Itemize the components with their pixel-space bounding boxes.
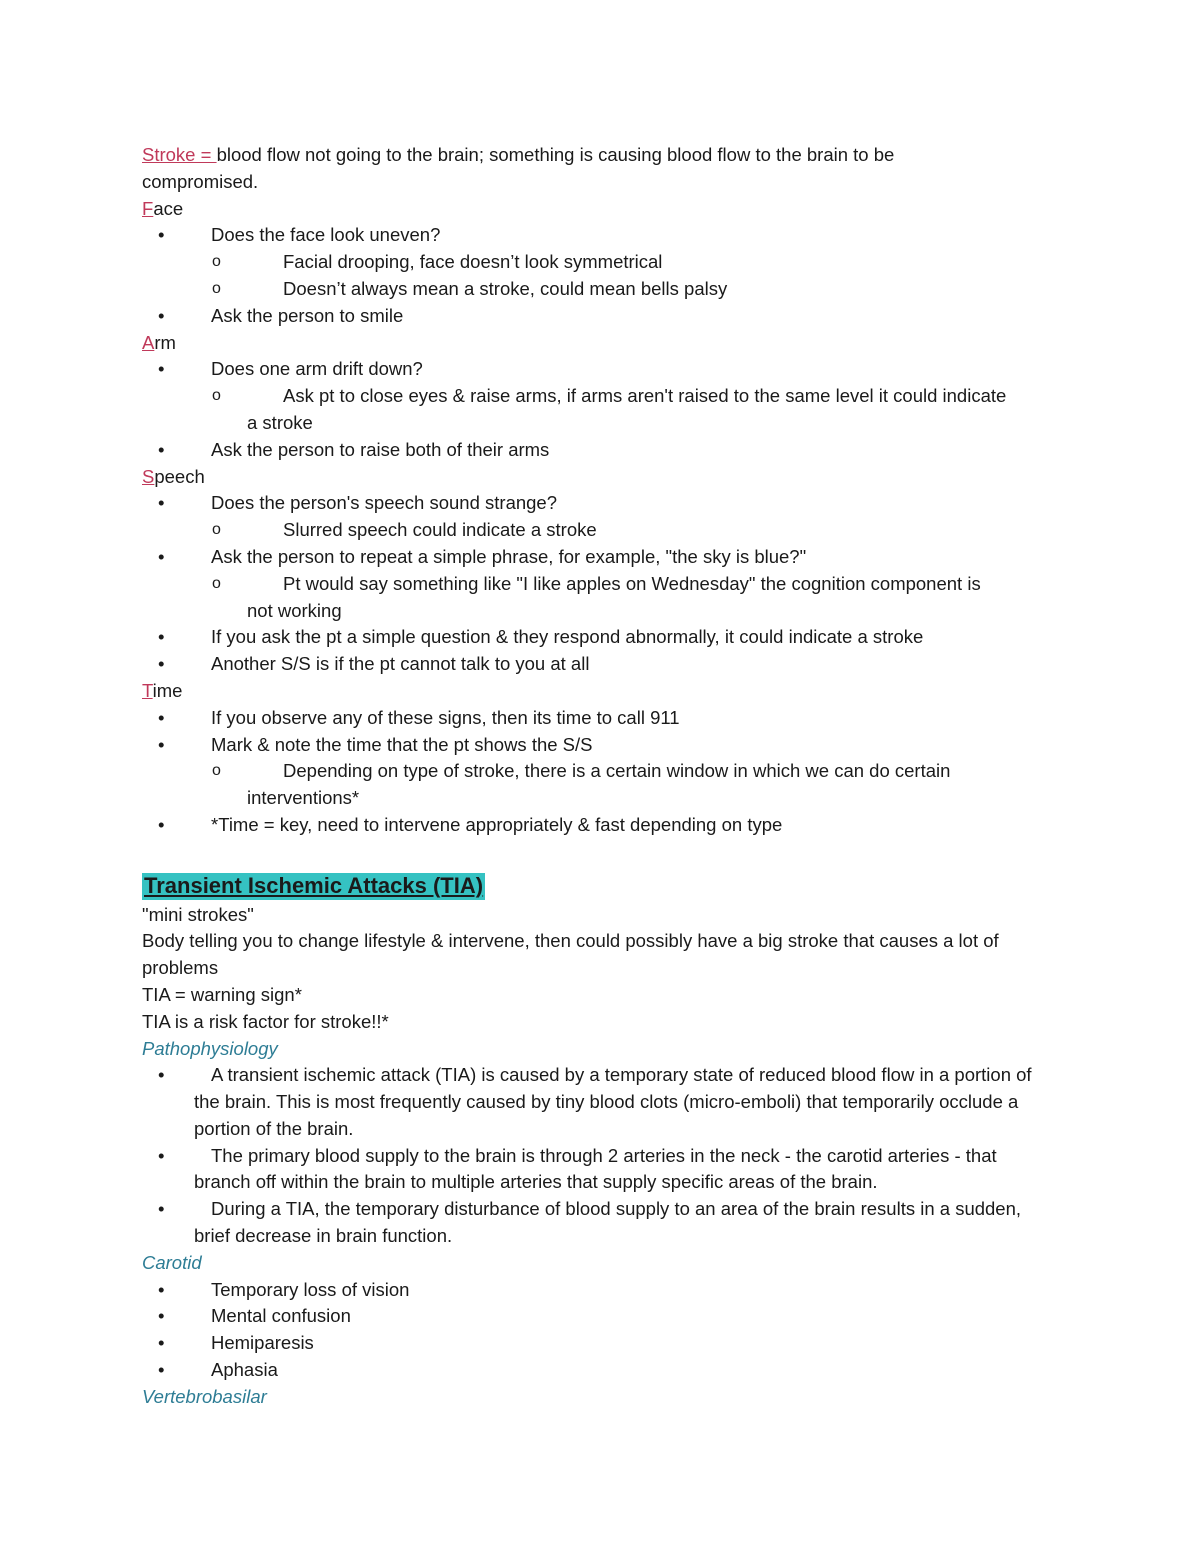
tia-body-line: Body telling you to change lifestyle & intervene, then could possibly have a big stroke that causes a lot of bbox=[142, 930, 999, 952]
list-item: • If you ask the pt a simple question & they respond abnormally, it could indicate a stroke bbox=[142, 624, 1062, 651]
bullet-icon: • bbox=[158, 438, 165, 460]
list-item: • *Time = key, need to intervene appropriately & fast depending on type bbox=[142, 812, 1062, 839]
bullet-icon: • bbox=[158, 1305, 165, 1327]
list-item: • Aphasia bbox=[142, 1357, 1062, 1384]
list-item-cont: not working bbox=[247, 599, 342, 621]
bullet-icon: • bbox=[158, 492, 165, 514]
bullet-icon: • bbox=[158, 224, 165, 246]
list-item: • Another S/S is if the pt cannot talk to you at all bbox=[142, 651, 1062, 678]
stroke-definition: Stroke = blood flow not going to the brain; something is causing blood flow to the brain to be bbox=[142, 144, 895, 165]
tia-heading: Transient Ischemic Attacks (TIA) bbox=[144, 872, 484, 898]
circle-bullet-icon: o bbox=[212, 574, 221, 592]
stroke-definition-cont: compromised. bbox=[142, 170, 259, 192]
bullet-icon: • bbox=[158, 545, 165, 567]
bullet-icon: • bbox=[158, 1144, 165, 1166]
fast-arm-heading: Arm bbox=[142, 331, 176, 353]
fast-speech-heading: Speech bbox=[142, 465, 205, 487]
fast-time-heading: Time bbox=[142, 679, 183, 701]
list-item: o Doesn’t always mean a stroke, could mean bells palsy bbox=[142, 276, 1062, 303]
list-item-cont: a stroke bbox=[247, 411, 313, 433]
pathophysiology-label: Pathophysiology bbox=[142, 1037, 278, 1059]
list-item: • Temporary loss of vision bbox=[142, 1277, 1062, 1304]
carotid-label: Carotid bbox=[142, 1251, 202, 1273]
bullet-icon: • bbox=[158, 358, 165, 380]
list-item: • Does the face look uneven? bbox=[142, 222, 1062, 249]
list-item: • Ask the person to smile bbox=[142, 303, 1062, 330]
bullet-icon: • bbox=[158, 304, 165, 326]
list-item: • The primary blood supply to the brain is through 2 arteries in the neck - the carotid arteries - that branch off within the brain to multiple arteries that supply specific areas of the brain. bbox=[158, 1144, 997, 1193]
list-item: • Hemiparesis bbox=[142, 1330, 1062, 1357]
list-item: o Slurred speech could indicate a stroke bbox=[142, 517, 1062, 544]
bullet-icon: • bbox=[158, 1332, 165, 1354]
bullet-icon: • bbox=[158, 813, 165, 835]
tia-nickname: "mini strokes" bbox=[142, 903, 254, 925]
list-item: • Mark & note the time that the pt shows the S/S bbox=[142, 732, 1062, 759]
circle-bullet-icon: o bbox=[212, 521, 221, 539]
vertebrobasilar-label: Vertebrobasilar bbox=[142, 1385, 267, 1407]
fast-face-heading: Face bbox=[142, 197, 184, 219]
bullet-icon: • bbox=[158, 733, 165, 755]
list-item: o Depending on type of stroke, there is a certain window in which we can do certain bbox=[142, 758, 1062, 785]
circle-bullet-icon: o bbox=[212, 387, 221, 405]
bullet-icon: • bbox=[158, 626, 165, 648]
stroke-term: Stroke = bbox=[142, 144, 217, 165]
list-item: • Ask the person to raise both of their arms bbox=[142, 437, 1062, 464]
list-item: • Does one arm drift down? bbox=[142, 356, 1062, 383]
list-item-cont: interventions* bbox=[247, 787, 360, 809]
bullet-icon: • bbox=[158, 706, 165, 728]
circle-bullet-icon: o bbox=[212, 253, 221, 271]
bullet-icon: • bbox=[158, 653, 165, 675]
list-item: • A transient ischemic attack (TIA) is caused by a temporary state of reduced blood flow in a portion of the brain. This is most frequently caused by tiny blood clots (micro-emboli) that temporarily occlude a portion of the brain. bbox=[158, 1064, 1032, 1139]
bullet-icon: • bbox=[158, 1064, 165, 1086]
tia-risk: TIA is a risk factor for stroke!!* bbox=[142, 1010, 389, 1032]
bullet-icon: • bbox=[158, 1359, 165, 1381]
bullet-icon: • bbox=[158, 1198, 165, 1220]
list-item: • Ask the person to repeat a simple phrase, for example, "the sky is blue?" bbox=[142, 544, 1062, 571]
circle-bullet-icon: o bbox=[212, 279, 221, 297]
bullet-icon: • bbox=[158, 1278, 165, 1300]
list-item: o Facial drooping, face doesn’t look symmetrical bbox=[142, 249, 1062, 276]
list-item: • During a TIA, the temporary disturbance of blood supply to an area of the brain results in a sudden, brief decrease in brain function. bbox=[158, 1198, 1022, 1247]
tia-warning: TIA = warning sign* bbox=[142, 983, 302, 1005]
list-item: o Ask pt to close eyes & raise arms, if arms aren't raised to the same level it could indicate bbox=[142, 383, 1062, 410]
circle-bullet-icon: o bbox=[212, 762, 221, 780]
document-page bbox=[142, 142, 1062, 1411]
tia-body-line: problems bbox=[142, 957, 219, 979]
list-item: o Pt would say something like "I like apples on Wednesday" the cognition component is bbox=[142, 571, 1062, 598]
list-item: • Does the person's speech sound strange? bbox=[142, 490, 1062, 517]
list-item: • If you observe any of these signs, then its time to call 911 bbox=[142, 705, 1062, 732]
list-item: • Mental confusion bbox=[142, 1303, 1062, 1330]
